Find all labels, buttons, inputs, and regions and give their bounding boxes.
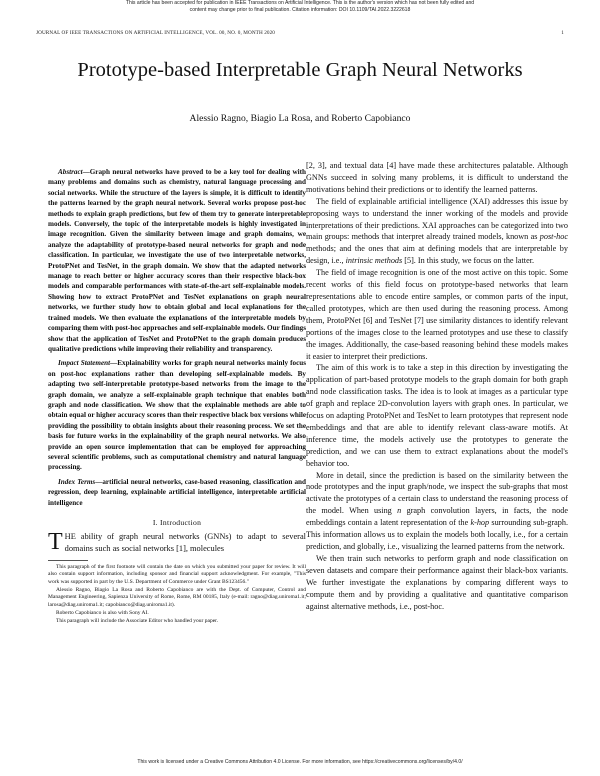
body-paragraph-6: We then train such networks to perform graph and node classification on seven datasets and compare their performance against their black-box variants. We further investigate the explanations by comparing different ways to compute them and by providing a qualitative and quantitative comparison against alternative methods, i.e., post-hoc. bbox=[306, 553, 568, 611]
p5-text-c: surrounding sub-graph. This information allows us to explain the models both locally, i.e., for a certain prediction, and globally, i.e., visualizing the learned patterns from the network. bbox=[306, 518, 568, 551]
p2-text-c: [5]. In this study, we focus on the latter. bbox=[402, 256, 535, 266]
footnote-3: Roberto Capobianco is also with Sony AI. bbox=[56, 609, 149, 616]
license-footer: This work is licensed under a Creative Commons Attribution 4.0 License. For more information, see https://creativecommons.org/licenses/by/4.0/ bbox=[137, 759, 463, 765]
intro-paragraph bbox=[48, 531, 306, 555]
body-paragraph-1: [2, 3], and textual data [4] have made these architectures palatable. Although GNNs succeed in solving many problems, it is difficult to understand the motivations behind their predictions or to identify the learned patterns. bbox=[306, 161, 568, 194]
right-column bbox=[306, 160, 568, 612]
banner-line-1: This article has been accepted for publication in IEEE Transactions on Artificial Intelligence. This is the author's version which has not been fully edited and bbox=[125, 0, 475, 6]
author-list: Alessio Ragno, Biagio La Rosa, and Roberto Capobianco bbox=[189, 113, 411, 124]
abstract-label: Abstract bbox=[58, 168, 83, 176]
body-paragraph-3: The field of image recognition is one of the most active on this topic. Some recent works of this field focus on prototype-based networks that learn representations able to encode entire samples, or common parts of the input, called prototypes, which are then used during the reasoning process. Among them, ProtoPNet [6] and TesNet [7] use similarity distances to identify relevant portions of the images close to the learned prototypes and use these to classify the images. Additionally, the case-based reasoning behind these models makes it easier to interpret their predictions. bbox=[306, 268, 568, 361]
left-column bbox=[48, 167, 306, 625]
p5-text-a: More in detail, since the prediction is based on the similarity between the node prototypes and the input graph/node, we inspect the sub-graphs that most activate the prototypes of a certain class to understand the reasoning process of the model. When using bbox=[306, 470, 568, 516]
impact-statement bbox=[48, 358, 306, 472]
banner-line-2: content may change prior to final publication. Citation information: DOI 10.1109/TAI.2022.3222618 bbox=[189, 7, 411, 14]
journal-name: JOURNAL OF IEEE TRANSACTIONS ON ARTIFICIAL INTELLIGENCE, VOL. 00, NO. 0, MONTH 2020 bbox=[36, 30, 275, 36]
index-terms bbox=[48, 477, 306, 508]
body-paragraph-4: The aim of this work is to take a step in this direction by investigating the application of part-based prototype models to the graph domain for both graph and node classification tasks. The idea is to look at images as a particular type of graph and replace 2D-convolution layers with graph ones. In particular, we focus on adapting ProtoPNet and TesNet to learn prototypes that represent node embeddings and that are able to identify relevant class-aware motifs. At inference time, the models actively use the prototypes to generate the prediction, and we can use them to extract explanations about the model's behavior too. bbox=[306, 363, 568, 468]
page-number: 1 bbox=[561, 30, 564, 36]
p5-n-var: n bbox=[397, 506, 402, 516]
section-heading-introduction: I. Introduction bbox=[152, 518, 202, 527]
footnote-rule bbox=[48, 560, 88, 561]
footnote-2: Alessio Ragno, Biagio La Rosa and Roberto Capobianco are with the Dept. of Computer, Control and Management Engineering, Sapienza University of Rome, Rome, RM 00185, Italy (e-mail: ragno@diag.uniroma1.it; larosa@diag.uniroma1.it; capobianco@diag.uniroma1.it). bbox=[48, 586, 306, 609]
p2-text-b: methods; and the ones that aim at defining models that are interpretable by design, i.e., bbox=[306, 244, 568, 266]
p5-khop-term: k-hop bbox=[470, 518, 490, 528]
paper-title: Prototype-based Interpretable Graph Neural Networks bbox=[77, 59, 523, 81]
body-paragraph-2 bbox=[306, 196, 568, 267]
impact-label: Impact Statement bbox=[58, 359, 111, 368]
p2-intrinsic-term: intrinsic methods bbox=[345, 256, 403, 266]
intro-text: HE ability of graph neural networks (GNNs) to adapt to several domains such as social networks [1], molecules bbox=[64, 532, 306, 553]
abstract-text: —Graph neural networks have proved to be a key tool for dealing with many problems and domains such as chemistry, natural language processing and social networks. While the structure of the layers is simple, it is difficult to identify the patterns learned by the graph neural network. Several works propose post-hoc methods to explain graph predictions, but few of them try to generate interpretable models. Conversely, the topic of the interpretable models is highly investigated in image recognition. Given the similarity between image and graph domains, we analyze the adaptability of prototype-based neural networks for graph and node classification. In particular, we investigate the use of two interpretable networks, ProtoPNet and TesNet, in the graph domain. We show that the adapted networks manage to reach better or higher accuracy scores than their respective black-box models and comparable performances with state-of-the-art self-explainable models. Showing how to extract ProtoPNet and TesNet explanations on graph neural networks, we further study how to obtain global and local explanations for the trained models. We then evaluate the explanations of the interpretable models by comparing them with post-hoc approaches and self-explainable models. Our findings show that the application of TesNet and ProtoPNet to the graph domain produces qualitative predictions while improving their reliability and transparency. bbox=[48, 168, 307, 353]
index-terms-label: Index Terms bbox=[58, 477, 96, 486]
p5-text-b: graph convolution layers, in facts, the node embeddings contain a latent representation of the bbox=[306, 506, 568, 528]
footnote-4: This paragraph will include the Associate Editor who handled your paper. bbox=[56, 617, 219, 624]
abstract bbox=[48, 167, 306, 354]
p2-text-a: The field of explainable artificial intelligence (XAI) addresses this issue by proposing ways to understand the inner working of the models and provide interpretations of their predictions. XAI approaches can be categorized into two main groups: methods that interpret already trained models, known as bbox=[306, 196, 568, 242]
body-paragraph-5 bbox=[306, 470, 568, 553]
p2-posthoc-term: post-hoc bbox=[539, 232, 568, 242]
footnote-1: This paragraph of the first footnote will contain the date on which you submitted your paper for review. It will also contain support information, including sponsor and financial support acknowledgment. For example, "This work was supported in part by the U.S. Department of Commerce under Grant BS123456." bbox=[48, 563, 306, 585]
index-terms-text: —artificial neural networks, case-based reasoning, classification and regression, deep learning, explainable artificial intelligence, interpretable artificial intelligence bbox=[48, 477, 306, 507]
publication-banner bbox=[0, 0, 600, 14]
impact-text: —Explainability works for graph neural networks mainly focus on post-hoc explanations rather than developing self-explainable models. By adapting two self-interpretable prototype-based networks from the image to the graph domain, we analyze a self-explainable graph technique that enables both graph and node classification. We show that the explainable methods are able to obtain equal or higher accuracy scores than their respective black box versions while providing the possibility to obtain insights about their reasoning process. We set the basis for future works in the explainability of the graph neural networks. We also provide an open source implementation that can be employed for approaching several scientific problems, such as computational chemistry and natural language processing. bbox=[48, 359, 306, 472]
drop-cap: T bbox=[48, 529, 63, 555]
running-head bbox=[36, 30, 564, 36]
